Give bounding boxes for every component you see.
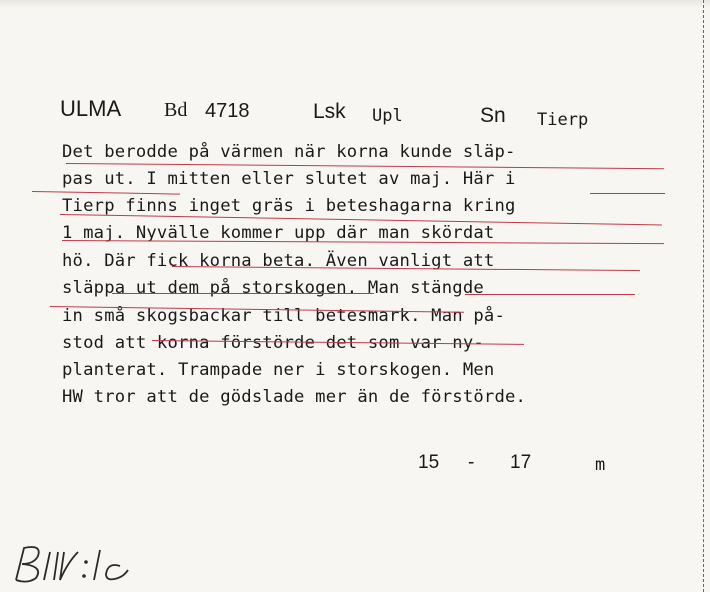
text-line: in små skogsbackar till betesmark. Man på- [62,306,506,326]
card-perforation [702,0,704,592]
landskap-value: Upl [372,106,403,126]
text-line: Tierp finns inget gräs i beteshagarna kring [62,196,516,216]
underline-mark [32,191,180,195]
text-line: stod att korna förstörde det som var ny- [62,333,484,353]
archive-name: ULMA [60,96,122,121]
text-line: HW tror att de gödslade mer än de förstörde. [62,387,527,407]
page-range-unit: m [595,455,606,475]
socken-value: Tierp [537,110,589,130]
text-line: pas ut. I mitten eller slutet av maj. Här i [62,169,516,189]
page-range-from: 15 [418,452,440,473]
text-line: släppa ut dem på storskogen. Man stängde [62,278,484,298]
text-line: 1 maj. Nyvälle kommer upp där man skördat [62,223,495,243]
text-line: Det berodde på värmen när korna kunde släp- [62,142,516,162]
page-range-to: 17 [510,452,532,473]
volume-label: Bd [164,99,188,121]
text-line: planterat. Trampade ner i storskogen. Men [62,360,495,380]
socken-label: Sn [480,104,506,127]
landskap-label: Lsk [313,100,346,123]
underline-mark [465,294,635,295]
volume-number: 4718 [205,100,250,122]
handwritten-signature-icon [8,540,138,588]
underline-mark [590,193,665,194]
page-range-dash: - [468,452,475,473]
scan-top-edge [0,0,710,8]
underline-mark [112,293,374,294]
text-line: hö. Där fick korna beta. Även vanligt att [62,251,495,271]
